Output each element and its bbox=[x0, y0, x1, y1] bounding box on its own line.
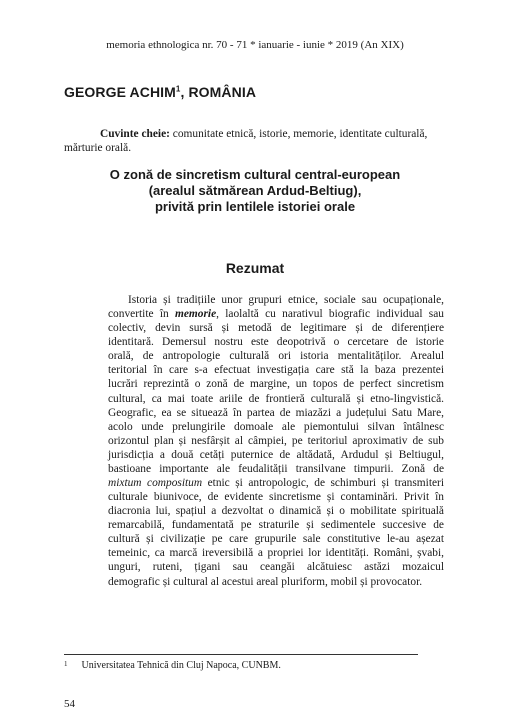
running-header: memoria ethnologica nr. 70 - 71 * ianuarie - iunie * 2019 (An XIX) bbox=[106, 39, 404, 51]
author-country: , ROMÂNIA bbox=[180, 84, 257, 100]
emphasized-term: memorie bbox=[175, 308, 217, 321]
title-line: O zonă de sincretism cultural central-european bbox=[109, 167, 401, 182]
footnote bbox=[64, 660, 281, 671]
abstract-line: temeinic, ca marcă ireversibilă a propriei lor identități. Români, șvabi, bbox=[108, 547, 444, 560]
footnote-marker: 1 bbox=[64, 660, 68, 668]
footnote-divider bbox=[64, 654, 418, 655]
title-line: privită prin lentilele istoriei orale bbox=[154, 199, 356, 214]
abstract-line: Geografic, ea se situează în partea de miazăzi a județului Satu Mare, bbox=[108, 406, 444, 419]
abstract-line: demografic și cultural al acestui areal pluriform, mobil și provocator. bbox=[108, 575, 423, 588]
keywords-label: Cuvinte cheie: bbox=[100, 128, 170, 140]
abstract-line: Istoria și tradițiile unor grupuri etnice, sociale sau ocupaționale, bbox=[128, 294, 444, 306]
abstract-line: jurisdicția a două cetăți puternice de altădată, Ardudul și Beltiugul, bbox=[108, 448, 444, 461]
abstract-line: cultural, ca mai toate ariile de frontieră culturală și etno-lingvistică. bbox=[108, 392, 444, 405]
abstract-line: lucrări reprezintă o zonă de margine, un topos de perfect sincretism bbox=[108, 378, 444, 391]
italic-term: mixtum compositum bbox=[108, 477, 203, 490]
abstract-line: teritorial în care s-a efectuat investigația care stă la baza prezentei bbox=[108, 364, 444, 377]
keywords-text: comunitate etnică, istorie, memorie, identitate culturală, mărturie orală. bbox=[64, 128, 428, 154]
abstract-line: orizontul plan și nesfârșit al câmpiei, pe teritoriul aproximativ de sub bbox=[108, 434, 444, 447]
abstract-body bbox=[108, 293, 444, 589]
page-number: 54 bbox=[64, 698, 75, 710]
footnote-text: Universitatea Tehnică din Cluj Napoca, CUNBM. bbox=[81, 660, 281, 671]
abstract-heading: Rezumat bbox=[225, 260, 285, 276]
abstract-line: orală, de antropologie culturală ori istoria mentalităților. Arealul bbox=[108, 350, 444, 363]
abstract-line: unguri, ruteni, țigani sau ceangăi alcătuiesc astăzi mozaicul bbox=[108, 561, 444, 574]
abstract-line: cultură și civilizație pe care grupurile sale constitutive le-au așezat bbox=[108, 533, 444, 546]
article-title bbox=[64, 167, 446, 215]
keywords bbox=[64, 127, 446, 155]
abstract-line: diacronia lui, spațiul a dezvoltat o dinamică și o mobilitate spirituală bbox=[108, 505, 444, 518]
abstract-line: convertite în memorie, laolaltă cu narativul biografic individual sau bbox=[108, 308, 444, 321]
author-footnote-marker: 1 bbox=[175, 84, 181, 94]
abstract-line: culturale biunivoce, de evidente sincretisme și contaminări. Privit în bbox=[108, 491, 444, 504]
abstract-line: colectiv, devin sursă și metodă de legitimare și de diferențiere bbox=[108, 322, 444, 335]
author-name: GEORGE ACHIM bbox=[64, 84, 176, 100]
author-line bbox=[64, 84, 256, 100]
title-line: (arealul sătmărean Ardud-Beltiug), bbox=[148, 183, 362, 198]
abstract-line: identitară. Demersul nostru este deopotrivă o cercetare de istorie bbox=[108, 336, 444, 349]
abstract-line: remarcabilă, fundamentată pe straturile și sedimentele succesive de bbox=[108, 519, 444, 532]
abstract-line: acolo unde prelungirile domoale ale piemontului silvan întâlnesc bbox=[108, 420, 444, 433]
abstract-line: mixtum compositum etnic și antropologic, de schimburi și transmiteri bbox=[108, 477, 444, 490]
abstract-line: bastioane importante ale feudalității transilvane timpurii. Zonă de bbox=[108, 462, 444, 475]
